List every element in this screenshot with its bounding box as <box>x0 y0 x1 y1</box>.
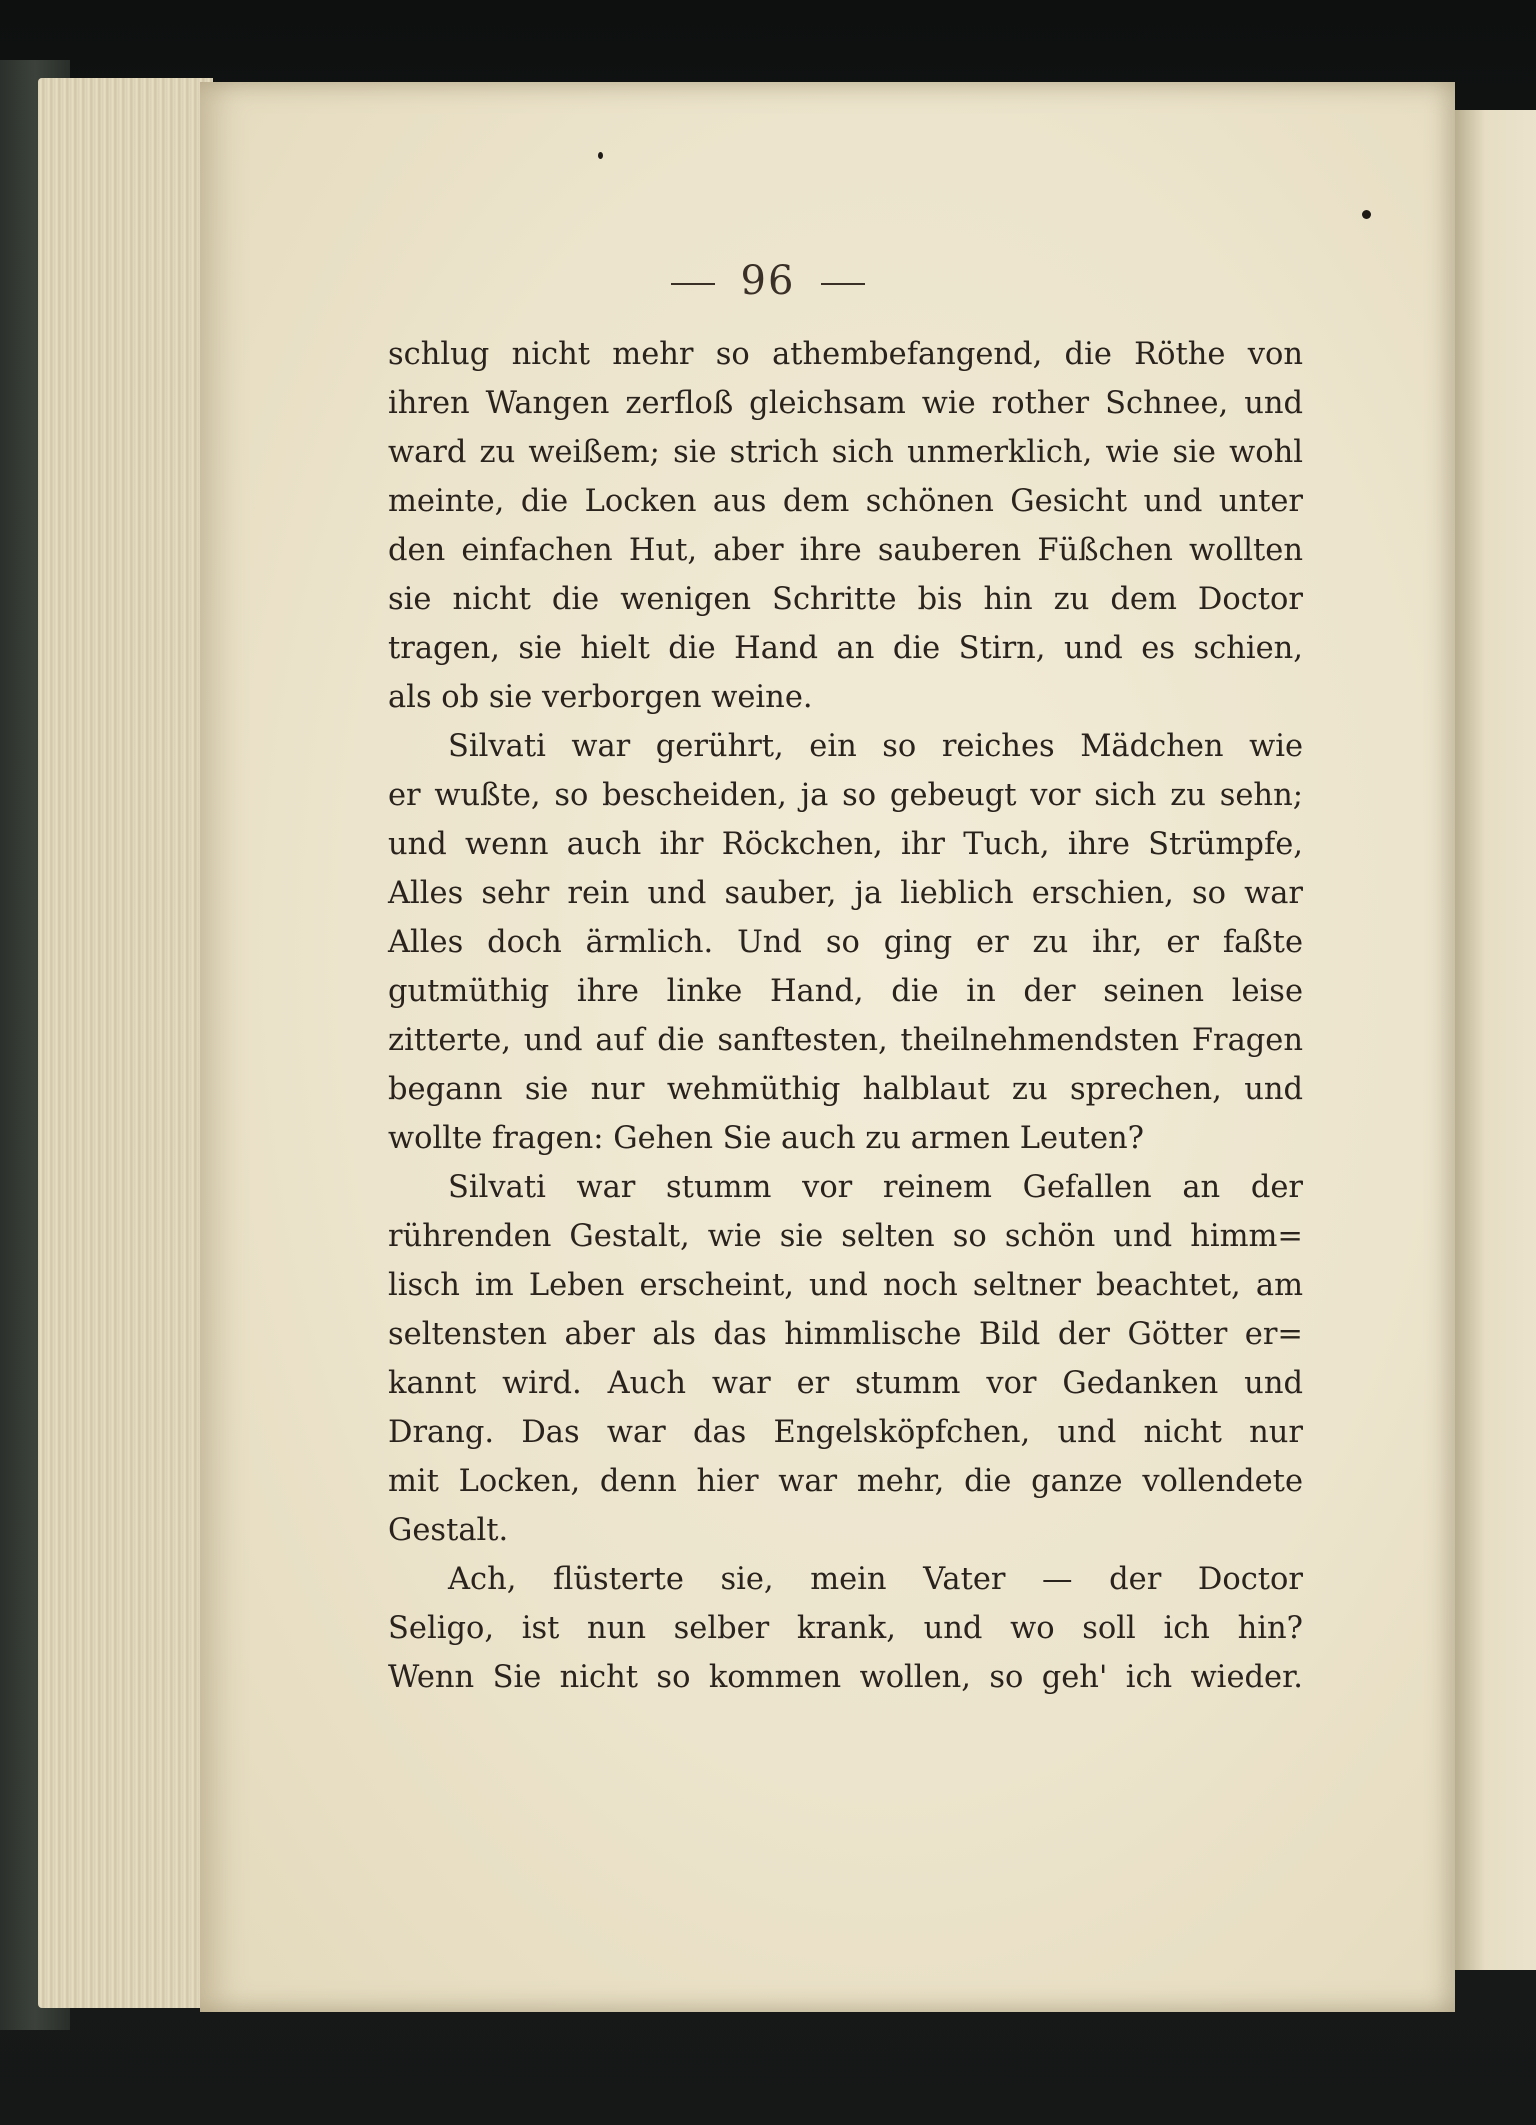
text-line: den einfachen Hut, aber ihre sauberen Füßchen wollten <box>388 533 1303 568</box>
paragraph <box>388 330 1303 722</box>
facing-page-edge <box>1455 110 1536 1970</box>
text-line: Alles doch ärmlich. Und so ging er zu ihr, er faßte <box>388 925 1303 960</box>
text-line: Gestalt. <box>388 1513 509 1548</box>
text-line: mit Locken, denn hier war mehr, die ganze vollendete <box>388 1464 1303 1499</box>
text-line: begann sie nur wehmüthig halblaut zu sprechen, und <box>388 1072 1303 1107</box>
paragraph <box>388 1555 1303 1702</box>
text-line: seltensten aber als das himmlische Bild der Götter er= <box>388 1317 1303 1352</box>
page-edges <box>38 78 213 2008</box>
text-line: Silvati war gerührt, ein so reiches Mädchen wie <box>448 729 1303 764</box>
paragraph <box>388 722 1303 1163</box>
text-line: schlug nicht mehr so athembefangend, die Röthe von <box>388 337 1303 372</box>
page-number-dash-right <box>821 283 865 285</box>
text-line: zitterte, und auf die sanftesten, theilnehmendsten Fragen <box>388 1023 1303 1058</box>
text-line: Wenn Sie nicht so kommen wollen, so geh' ich wieder. <box>388 1660 1303 1695</box>
text-line: tragen, sie hielt die Hand an die Stirn, und es schien, <box>388 631 1303 666</box>
text-line: wollte fragen: Gehen Sie auch zu armen Leuten? <box>388 1121 1145 1156</box>
text-line: Drang. Das war das Engelsköpfchen, und nicht nur <box>388 1415 1303 1450</box>
body-text <box>388 330 1303 1702</box>
text-line: Silvati war stumm vor reinem Gefallen an der <box>448 1170 1303 1205</box>
text-line: meinte, die Locken aus dem schönen Gesicht und unter <box>388 484 1303 519</box>
text-line: sie nicht die wenigen Schritte bis hin zu dem Doctor <box>388 582 1303 617</box>
text-line: lisch im Leben erscheint, und noch seltner beachtet, am <box>388 1268 1303 1303</box>
ink-speck <box>1362 210 1371 219</box>
text-line: als ob sie verborgen weine. <box>388 680 813 715</box>
text-line: kannt wird. Auch war er stumm vor Gedanken und <box>388 1366 1303 1401</box>
text-line: Alles sehr rein und sauber, ja lieblich erschien, so war <box>388 876 1303 911</box>
text-line: er wußte, so bescheiden, ja so gebeugt vor sich zu sehn; <box>388 778 1303 813</box>
text-line: ward zu weißem; sie strich sich unmerklich, wie sie wohl <box>388 435 1303 470</box>
text-line: Seligo, ist nun selber krank, und wo soll ich hin? <box>388 1611 1303 1646</box>
page-number <box>0 258 1536 304</box>
text-line: gutmüthig ihre linke Hand, die in der seinen leise <box>388 974 1303 1009</box>
text-line: Ach, flüsterte sie, mein Vater — der Doctor <box>448 1562 1303 1597</box>
paragraph <box>388 1163 1303 1555</box>
text-line: und wenn auch ihr Röckchen, ihr Tuch, ihre Strümpfe, <box>388 827 1303 862</box>
text-line: rührenden Gestalt, wie sie selten so schön und himm= <box>388 1219 1303 1254</box>
page-number-dash-left <box>671 283 715 285</box>
ink-speck <box>598 152 603 159</box>
page-number-value: 96 <box>740 258 796 304</box>
text-line: ihren Wangen zerfloß gleichsam wie rother Schnee, und <box>388 386 1303 421</box>
